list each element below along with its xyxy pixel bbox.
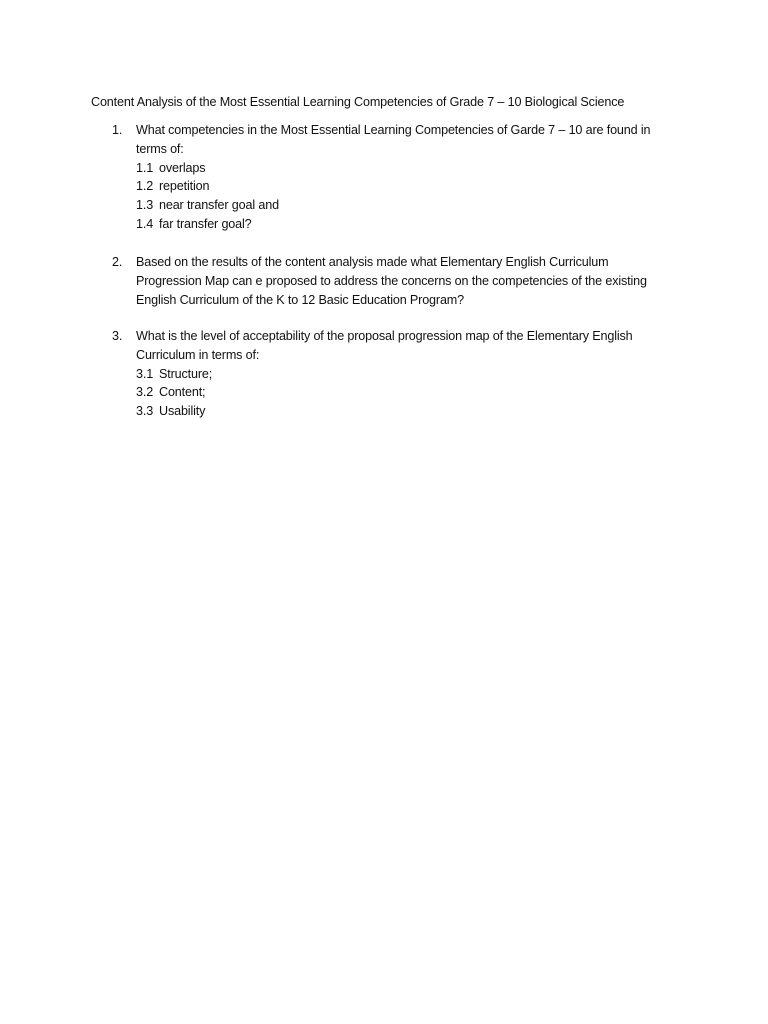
question-body bbox=[136, 121, 672, 234]
sub-item bbox=[136, 159, 672, 178]
question-text: What is the level of acceptability of the proposal progression map of the Elementary English Curriculum in terms of: bbox=[136, 329, 633, 362]
sub-item-text: Structure; bbox=[159, 366, 213, 381]
question-2 bbox=[112, 253, 672, 309]
document-title: Content Analysis of the Most Essential Learning Competencies of Grade 7 – 10 Biological Science bbox=[91, 95, 625, 109]
sub-item-text: overlaps bbox=[159, 160, 206, 175]
sub-item bbox=[136, 215, 672, 234]
sub-item-number: 1.2 bbox=[136, 179, 154, 194]
question-text: What competencies in the Most Essential Learning Competencies of Garde 7 – 10 are found in terms of: bbox=[136, 123, 651, 156]
question-3 bbox=[112, 327, 672, 421]
question-text: Based on the results of the content analysis made what Elementary English Curriculum Progression Map can e proposed to address the concerns on the competencies of the existing English Curriculum of the K to 12 Basic Education Program? bbox=[136, 255, 647, 307]
sub-item-text: repetition bbox=[159, 179, 210, 194]
question-number: 3. bbox=[112, 329, 123, 343]
question-number: 1. bbox=[112, 123, 123, 137]
sub-item-number: 3.3 bbox=[136, 404, 154, 419]
sub-item-text: far transfer goal? bbox=[159, 216, 252, 231]
sub-item bbox=[136, 177, 672, 196]
sub-item-number: 3.2 bbox=[136, 385, 154, 400]
sub-item-number: 3.1 bbox=[136, 366, 154, 381]
question-body bbox=[136, 327, 672, 421]
sub-item-number: 1.3 bbox=[136, 198, 154, 213]
sub-item-list bbox=[136, 159, 672, 234]
sub-item bbox=[136, 196, 672, 215]
sub-item-number: 1.1 bbox=[136, 160, 154, 175]
question-body bbox=[136, 253, 672, 309]
sub-item-text: Content; bbox=[159, 385, 206, 400]
sub-item-text: near transfer goal and bbox=[159, 198, 279, 213]
sub-item-list bbox=[136, 365, 672, 421]
question-number: 2. bbox=[112, 255, 123, 269]
sub-item bbox=[136, 383, 672, 402]
question-1 bbox=[112, 121, 672, 234]
sub-item bbox=[136, 365, 672, 384]
sub-item-number: 1.4 bbox=[136, 216, 154, 231]
sub-item-text: Usability bbox=[159, 404, 206, 419]
sub-item bbox=[136, 402, 672, 421]
